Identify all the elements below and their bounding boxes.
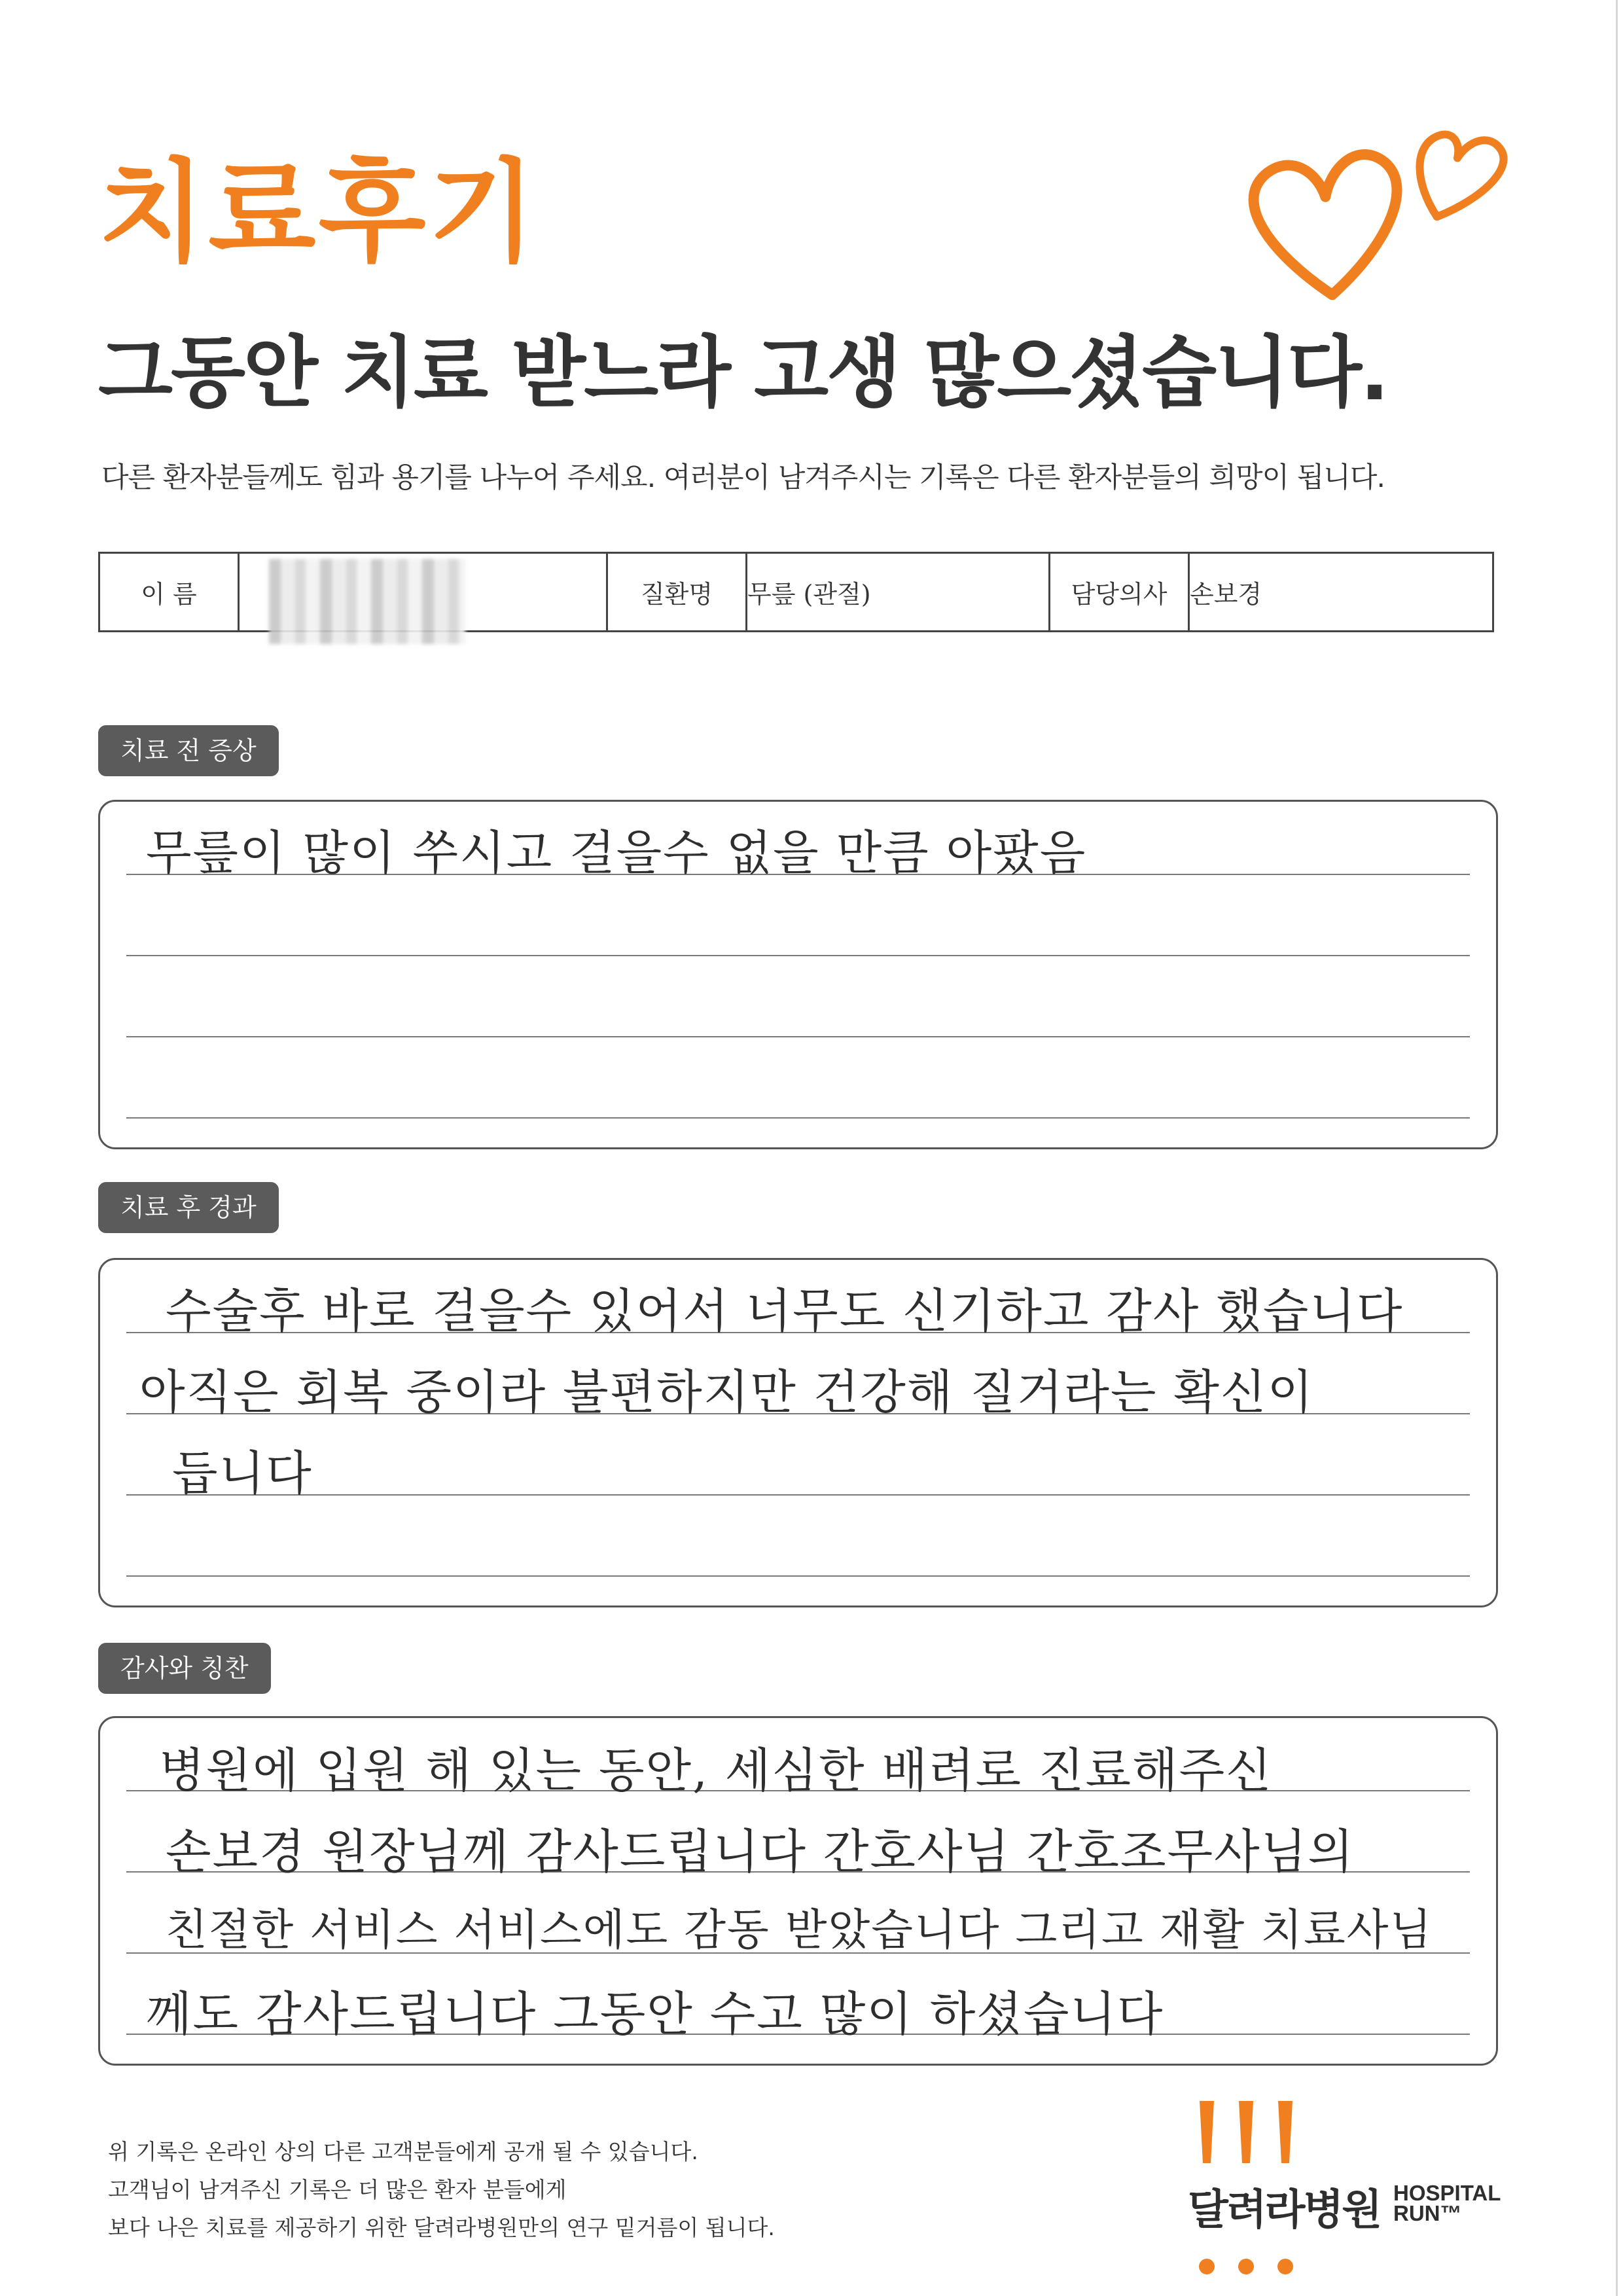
footer-note-1: 위 기록은 온라인 상의 다른 고객분들에게 공개 될 수 있습니다.: [108, 2139, 698, 2164]
handwritten-line: 수술후 바로 걸을수 있어서 너무도 신기하고 감사 했습니다: [166, 1283, 1404, 1338]
handwritten-line: 무릎이 많이 쑤시고 걸을수 없을 만큼 아팠음: [146, 825, 1087, 880]
section-box-after[interactable]: [98, 1258, 1498, 1607]
doctor-label: 담당의사: [1050, 553, 1189, 632]
brand-english-line2: RUN™: [1393, 2201, 1462, 2225]
section-box-before[interactable]: [98, 800, 1498, 1149]
section-tab-after: 치료 후 경과: [98, 1182, 279, 1233]
brand-english-line1: HOSPITAL: [1393, 2181, 1501, 2205]
scan-edge: [1616, 0, 1618, 2296]
handwritten-line: 께도 감사드립니다 그동안 수고 많이 하셨습니다: [146, 1986, 1164, 2041]
name-label: 이 름: [99, 553, 239, 632]
section-tab-thanks: 감사와 칭찬: [98, 1643, 271, 1694]
doctor-field[interactable]: 손보경: [1189, 553, 1493, 632]
handwritten-line: 듭니다: [172, 1446, 313, 1501]
hospital-logo: [1188, 2098, 1502, 2281]
brand-name-korean: 달려라병원: [1188, 2186, 1381, 2234]
ruled-line: [126, 1036, 1470, 1037]
handwritten-line: 손보경 원장님께 감사드립니다 간호사님 간호조무사님의: [166, 1824, 1355, 1879]
name-redaction: [269, 559, 465, 644]
footer-note-2: 고객님이 남겨주신 기록은 더 많은 환자 분들에게: [108, 2177, 567, 2202]
ruled-line: [126, 955, 1470, 956]
heart-icon: [1404, 122, 1508, 231]
brand-name-english: [1393, 2183, 1501, 2223]
section-tab-before: 치료 전 증상: [98, 725, 279, 776]
handwritten-line: 친절한 서비스 서비스에도 감동 받았습니다 그리고 재활 치료사님: [166, 1905, 1433, 1955]
footer-note-3: 보다 나은 치료를 제공하기 위한 달려라병원만의 연구 밑거름이 됩니다.: [108, 2215, 775, 2240]
disease-label: 질환명: [607, 553, 747, 632]
name-field[interactable]: [239, 553, 607, 632]
page-title: 치료후기: [98, 148, 539, 278]
handwritten-line: 아직은 회복 중이라 불편하지만 건강해 질거라는 확신이: [139, 1365, 1315, 1420]
patient-info-table: [98, 552, 1494, 632]
ruled-line: [126, 1575, 1470, 1577]
handwritten-line: 병원에 입원 해 있는 동안, 세심한 배려로 진료해주신: [159, 1743, 1273, 1798]
ruled-line: [126, 1494, 1470, 1496]
subline: 다른 환자분들께도 힘과 용기를 나누어 주세요. 여러분이 남겨주시는 기록은 다른 환자분들의 희망이 됩니다.: [101, 461, 1385, 494]
headline: 그동안 치료 받느라 고생 많으셨습니다.: [98, 327, 1387, 418]
hearts-decoration: [1230, 98, 1544, 321]
section-box-thanks[interactable]: [98, 1716, 1498, 2066]
heart-icon: [1251, 152, 1404, 300]
disease-field[interactable]: 무릎 (관절): [747, 553, 1050, 632]
ruled-line: [126, 1117, 1470, 1119]
